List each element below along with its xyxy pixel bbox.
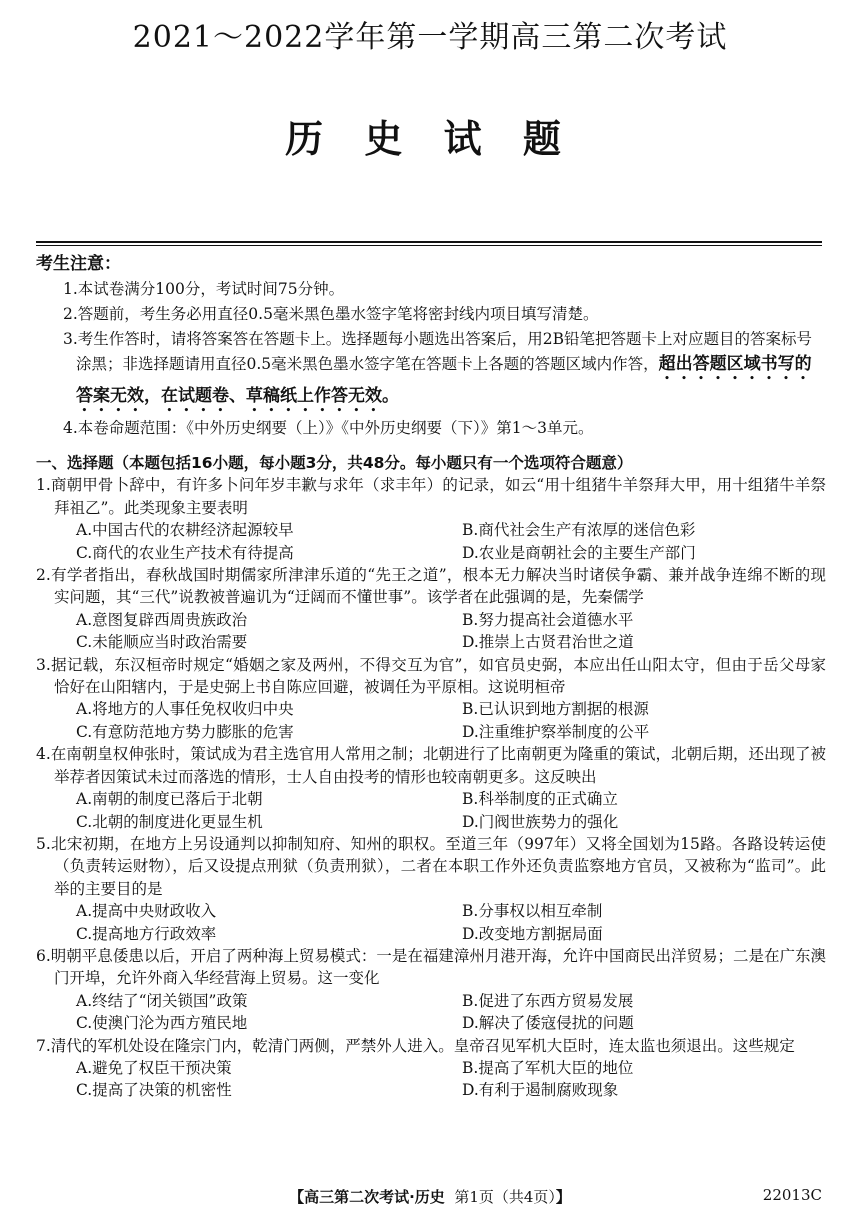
footer-left-bracket: 【 <box>289 1188 305 1206</box>
question-options <box>36 788 826 833</box>
question-stem: 2.有学者指出，春秋战国时期儒家所津津乐道的“先王之道”，根本无力解决当时诸侯争霸、兼并战争连绵不断的现实问题，其“三代”说教被普遍讥为“迂阔而不懂世事”。该学者在此强调的是，先秦儒学 <box>36 566 826 607</box>
option-c: C.提高了决策的机密性 <box>76 1081 232 1100</box>
option-d: D.门阀世族势力的强化 <box>462 812 619 831</box>
question-stem: 3.据记载，东汉桓帝时规定“婚姻之家及两州，不得交互为官”，如官员史弼，本应出任山阳太守，但由于岳父母家恰好在山阳辖内，于是史弼上书自陈应回避，被调任为平原相。这说明桓帝 <box>36 655 826 697</box>
option-a: A.提高中央财政收入 <box>76 902 217 921</box>
footer-page-number: 第1页（共4页） <box>454 1188 556 1206</box>
question-options <box>36 1057 826 1102</box>
question-options <box>36 698 826 743</box>
question <box>36 833 826 945</box>
notice-item <box>36 327 826 416</box>
option-d: D.解决了倭寇侵扰的问题 <box>462 1014 634 1033</box>
question <box>36 654 826 744</box>
option-b: B.促进了东西方贸易发展 <box>462 991 634 1010</box>
option-a: A.终结了“闭关锁国”政策 <box>76 991 248 1010</box>
question-stem: 4.在南朝皇权伸张时，策试成为君主选官用人常用之制；北朝进行了比南朝更为隆重的策试，北朝后期，还出现了被举荐者因策试未过而落选的情形，士人自由投考的情形也较南朝更多。这反映出 <box>36 745 826 786</box>
option-a: A.中国古代的农耕经济起源较早 <box>76 521 294 540</box>
question <box>36 564 826 654</box>
option-c: C.商代的农业生产技术有待提高 <box>76 543 294 562</box>
question-options <box>36 900 826 945</box>
option-c: C.北朝的制度进化更显生机 <box>76 812 263 831</box>
footer-right-bracket: 】 <box>555 1188 571 1206</box>
divider-thick <box>36 241 822 243</box>
divider-thin <box>36 245 822 246</box>
footer-exam-code: 22013C <box>762 1186 822 1204</box>
notice-item: 1.本试卷满分100分，考试时间75分钟。 <box>63 280 345 298</box>
option-b: B.科举制度的正式确立 <box>462 790 618 809</box>
multiple-choice-section <box>36 452 826 1102</box>
question-stem: 7.清代的军机处设在隆宗门内，乾清门两侧，严禁外人进入。皇帝召见军机大臣时，连太监也须退出。这些规定 <box>36 1036 795 1055</box>
notice-item: 2.答题前，考生务必用直径0.5毫米黑色墨水签字笔将密封线内项目填写清楚。 <box>63 305 599 323</box>
option-d: D.有利于遏制腐败现象 <box>462 1081 619 1100</box>
option-c: C.有意防范地方势力膨胀的危害 <box>76 722 294 741</box>
option-d: D.推崇上古贤君治世之道 <box>462 633 634 652</box>
option-a: A.避免了权臣干预决策 <box>76 1058 232 1077</box>
question <box>36 743 826 833</box>
exam-title: 2021～2022学年第一学期高三第二次考试 <box>132 20 728 55</box>
subject-title: 历 史 试 题 <box>285 117 575 161</box>
footer-exam-label: 高三第二次考试·历史 <box>304 1188 445 1206</box>
notice-item: 4.本卷命题范围：《中外历史纲要（上）》《中外历史纲要（下）》第1～3单元。 <box>63 419 594 437</box>
option-b: B.提高了军机大臣的地位 <box>462 1058 634 1077</box>
question-options <box>36 609 826 654</box>
question <box>36 945 826 1035</box>
option-d: D.注重维护察举制度的公平 <box>462 722 650 741</box>
notice-item-text: 3.考生作答时，请将答案答在答题卡上。选择题每小题选出答案后，用2B铅笔把答题卡上对应题目的答案标号涂黑；非选择题请用直径0.5毫米黑色墨水签字笔在答题卡上各题的答题区域内作答， <box>63 330 813 373</box>
option-a: A.意图复辟西周贵族政治 <box>76 610 248 629</box>
question-stem: 6.明朝平息倭患以后，开启了两种海上贸易模式：一是在福建漳州月港开海，允许中国商民出洋贸易；二是在广东澳门开埠，允许外商入华经营海上贸易。这一变化 <box>36 946 826 988</box>
question-options <box>36 990 826 1035</box>
option-a: A.南朝的制度已落后于北朝 <box>76 790 263 809</box>
notice-emphasis: 超出答题区域书写的答案无效，在试题卷、草稿纸上作答无效。 <box>76 354 812 406</box>
notice-heading: 考生注意： <box>36 254 121 274</box>
option-b: B.努力提高社会道德水平 <box>462 610 634 629</box>
section-heading: 一、选择题（本题包括16小题，每小题3分，共48分。每小题只有一个选项符合题意） <box>36 454 633 472</box>
option-d: D.改变地方割据局面 <box>462 924 603 943</box>
footer-page-info <box>0 1186 860 1207</box>
option-d: D.农业是商朝社会的主要生产部门 <box>462 543 696 562</box>
option-b: B.商代社会生产有浓厚的迷信色彩 <box>462 521 696 540</box>
question-stem: 1.商朝甲骨卜辞中，有许多卜问年岁丰歉与求年（求丰年）的记录，如云“用十组猪牛羊祭拜大甲，用十组猪牛羊祭拜祖乙”。此类现象主要表明 <box>36 476 826 517</box>
exam-notice <box>36 252 826 441</box>
question <box>36 1035 826 1102</box>
question <box>36 474 826 564</box>
option-c: C.使澳门沦为西方殖民地 <box>76 1014 248 1033</box>
option-b: B.分事权以相互牵制 <box>462 902 603 921</box>
question-stem: 5.北宋初期，在地方上另设通判以抑制知府、知州的职权。至道三年（997年）又将全国划为15路。各路设转运使（负责转运财物），后又设提点刑狱（负责刑狱），二者在本职工作外还负责监察地方官员，又被称为“监司”。此举的主要目的是 <box>36 834 826 898</box>
option-a: A.将地方的人事任免权收归中央 <box>76 700 294 719</box>
option-c: C.未能顺应当时政治需要 <box>76 633 248 652</box>
option-c: C.提高地方行政效率 <box>76 924 217 943</box>
question-options <box>36 519 826 564</box>
option-b: B.已认识到地方割据的根源 <box>462 700 649 719</box>
